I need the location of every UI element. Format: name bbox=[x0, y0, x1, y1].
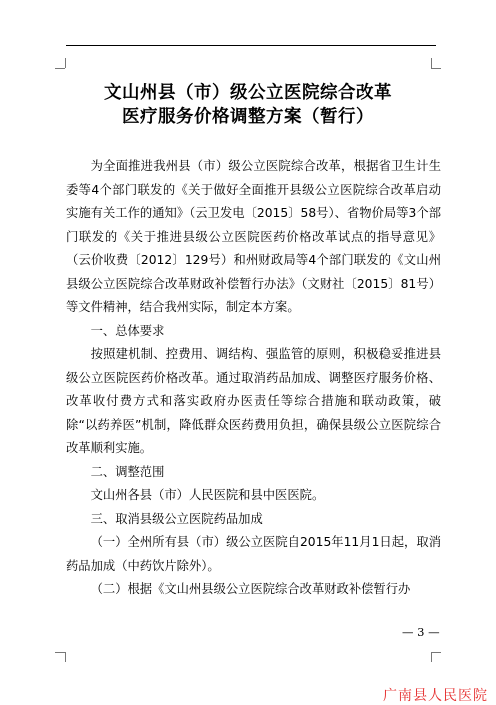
intro-paragraph: 为全面推进我州县（市）级公立医院综合改革，根据省卫生计生委等4个部门联发的《关于做好全面推开县级公立医院综合改革启动实施有关工作的通知》（云卫发电〔2015〕58号）、省物价局等3个部门联发的《关于推进县级公立医院医药价格改革试点的指导意见》（云价收费〔2012〕129号）和州财政局等4个部门联发的《文山州县级公立医院综合改革财政补偿暂行办法》（文财社〔2015〕81号）等文件精神，结合我州实际，制定本方案。 bbox=[66, 159, 441, 314]
scope-paragraph: 文山州各县（市）人民医院和县中医医院。 bbox=[90, 488, 325, 502]
page-number: — 3 — bbox=[402, 625, 440, 639]
document-title-line2: 医疗服务价格调整方案（暂行） bbox=[122, 107, 374, 127]
section-heading-drug-markup: 三、取消县级公立医院药品加成 bbox=[90, 511, 263, 526]
section-heading-general-requirements: 一、总体要求 bbox=[90, 323, 165, 338]
section-heading-scope: 二、调整范围 bbox=[90, 464, 165, 479]
document-title-line1: 文山州县（市）级公立医院综合改革 bbox=[104, 83, 392, 103]
drug-markup-item-2: （二）根据《文山州县级公立医院综合改革财政补偿暂行办 bbox=[90, 582, 411, 596]
hospital-watermark: 广南县人民医院 bbox=[383, 688, 488, 704]
general-requirements-paragraph: 按照建机制、控费用、调结构、强监管的原则，积极稳妥推进县级公立医院医药价格改革。通过取消药品加成、调整医疗服务价格、改革收付费方式和落实政府办医责任等综合措施和联动政策，破除“以药养医”机制，降低群众医药费用负担，确保县级公立医院综合改革顺利实施。 bbox=[66, 347, 441, 455]
document-body bbox=[66, 155, 441, 602]
header-rule bbox=[66, 45, 436, 46]
drug-markup-item-1: （一）全州所有县（市）级公立医院自2015年11月1日起，取消药品加成（中药饮片除外）。 bbox=[66, 535, 441, 573]
